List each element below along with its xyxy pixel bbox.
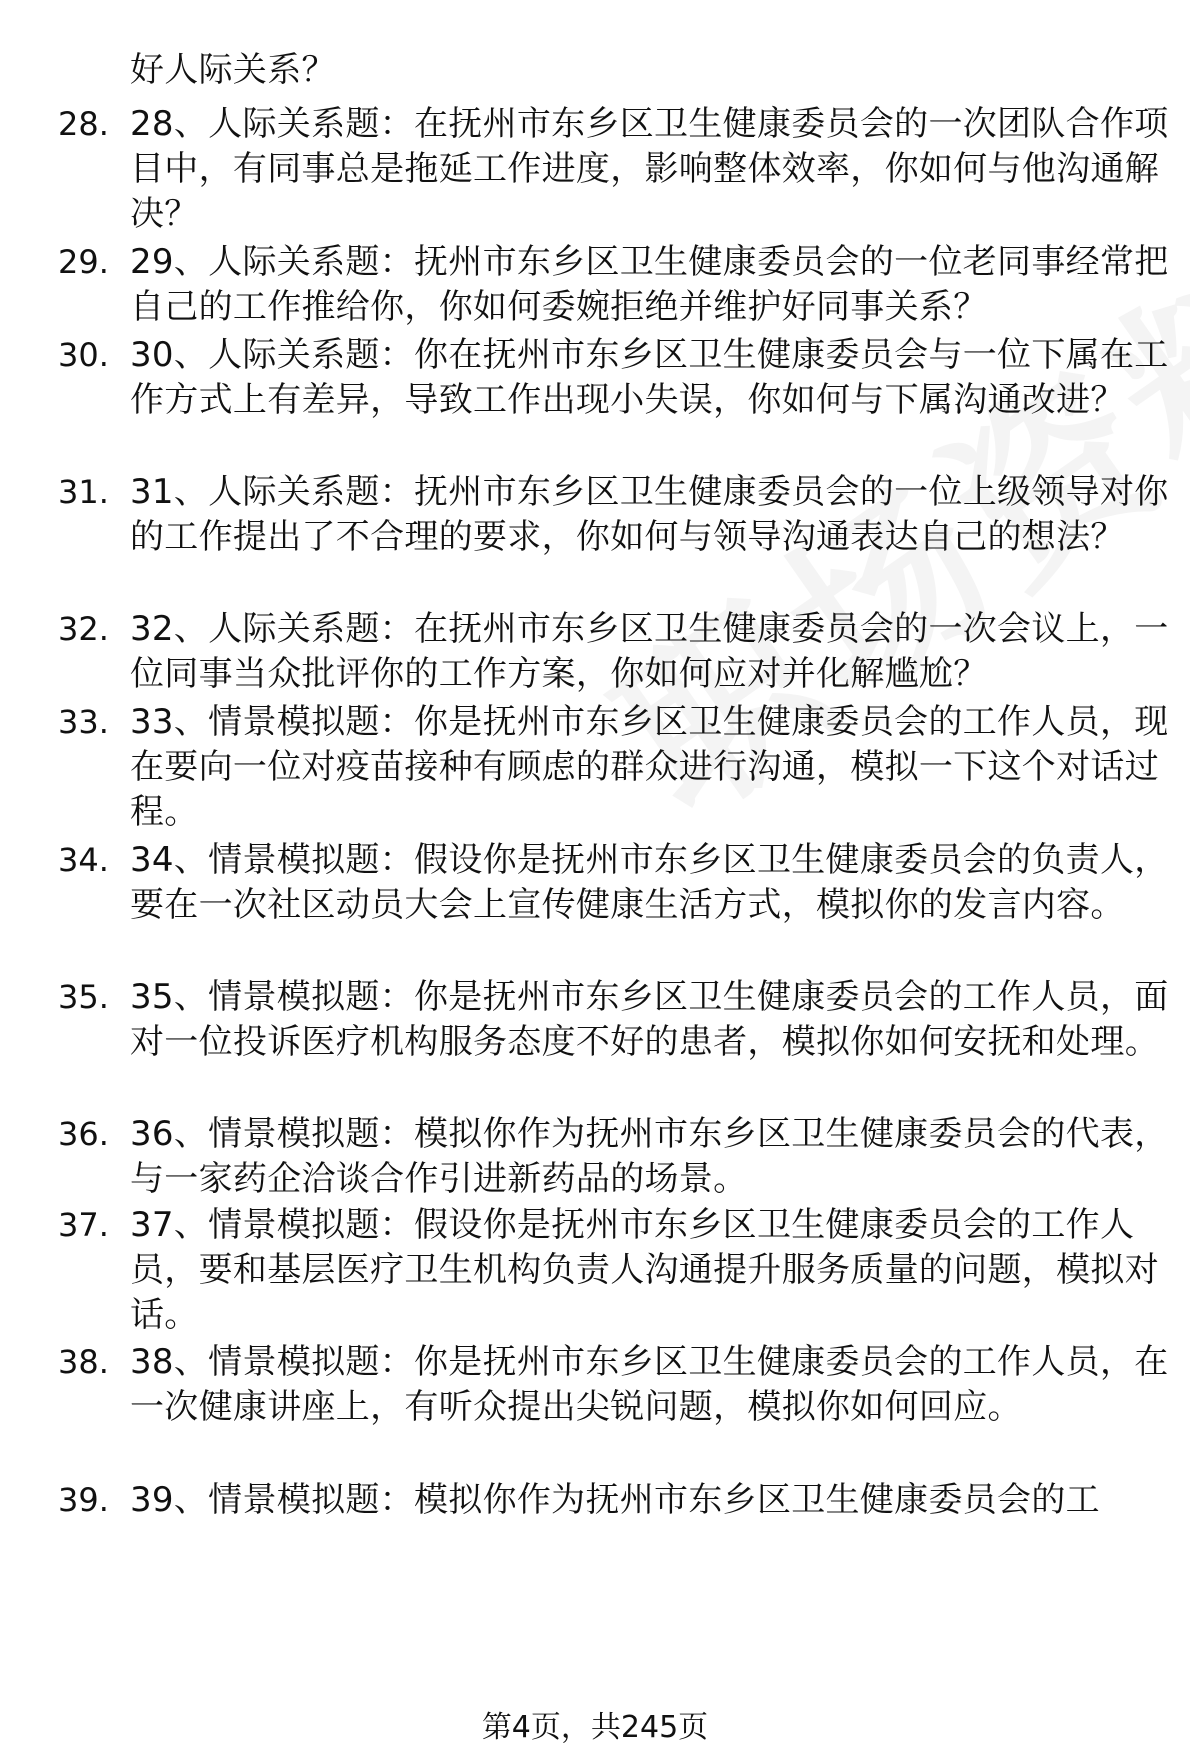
- page-footer: 第4页，共245页: [481, 1710, 709, 1745]
- item-number: 37.: [58, 1206, 109, 1244]
- item-text: 39、情景模拟题：模拟你作为抚州市东乡区卫生健康委员会的工: [130, 1480, 1100, 1520]
- item-number: 31.: [58, 473, 109, 511]
- item-number: 33.: [58, 703, 109, 741]
- item-text: 34、情景模拟题：假设你是抚州市东乡区卫生健康委员会的负责人，要在一次社区动员大会上宣传健康生活方式，模拟你的发言内容。: [130, 840, 1169, 925]
- item-text: 28、人际关系题：在抚州市东乡区卫生健康委员会的一次团队合作项目中，有同事总是拖延工作进度，影响整体效率，你如何与他沟通解决？: [130, 104, 1169, 234]
- item-text: 30、人际关系题：你在抚州市东乡区卫生健康委员会与一位下属在工作方式上有差异，导致工作出现小失误，你如何与下属沟通改进？: [130, 335, 1169, 420]
- item-number: 34.: [58, 841, 109, 879]
- item-text: 37、情景模拟题：假设你是抚州市东乡区卫生健康委员会的工作人员，要和基层医疗卫生机构负责人沟通提升服务质量的问题，模拟对话。: [130, 1205, 1159, 1335]
- item-text: 31、人际关系题：抚州市东乡区卫生健康委员会的一位上级领导对你的工作提出了不合理的要求，你如何与领导沟通表达自己的想法？: [130, 472, 1169, 557]
- item-number: 35.: [58, 978, 109, 1016]
- item-number: 39.: [58, 1481, 109, 1519]
- item-number: 30.: [58, 336, 109, 374]
- item-number: 36.: [58, 1115, 109, 1153]
- item-number: 29.: [58, 243, 109, 281]
- item-number: 28.: [58, 105, 109, 143]
- item-text: 36、情景模拟题：模拟你作为抚州市东乡区卫生健康委员会的代表，与一家药企洽谈合作引进新药品的场景。: [130, 1114, 1169, 1199]
- item-text: 38、情景模拟题：你是抚州市东乡区卫生健康委员会的工作人员，在一次健康讲座上，有听众提出尖锐问题，模拟你如何回应。: [130, 1342, 1169, 1427]
- continuation-text: 好人际关系？: [130, 50, 336, 90]
- item-text: 33、情景模拟题：你是抚州市东乡区卫生健康委员会的工作人员，现在要向一位对疫苗接种有顾虑的群众进行沟通，模拟一下这个对话过程。: [130, 702, 1169, 832]
- item-text: 29、人际关系题：抚州市东乡区卫生健康委员会的一位老同事经常把自己的工作推给你，你如何委婉拒绝并维护好同事关系？: [130, 242, 1169, 327]
- item-text: 32、人际关系题：在抚州市东乡区卫生健康委员会的一次会议上，一位同事当众批评你的工作方案，你如何应对并化解尴尬？: [130, 609, 1169, 694]
- item-text: 35、情景模拟题：你是抚州市东乡区卫生健康委员会的工作人员，面对一位投诉医疗机构服务态度不好的患者，模拟你如何安抚和处理。: [130, 977, 1169, 1062]
- item-number: 38.: [58, 1343, 109, 1381]
- item-number: 32.: [58, 610, 109, 648]
